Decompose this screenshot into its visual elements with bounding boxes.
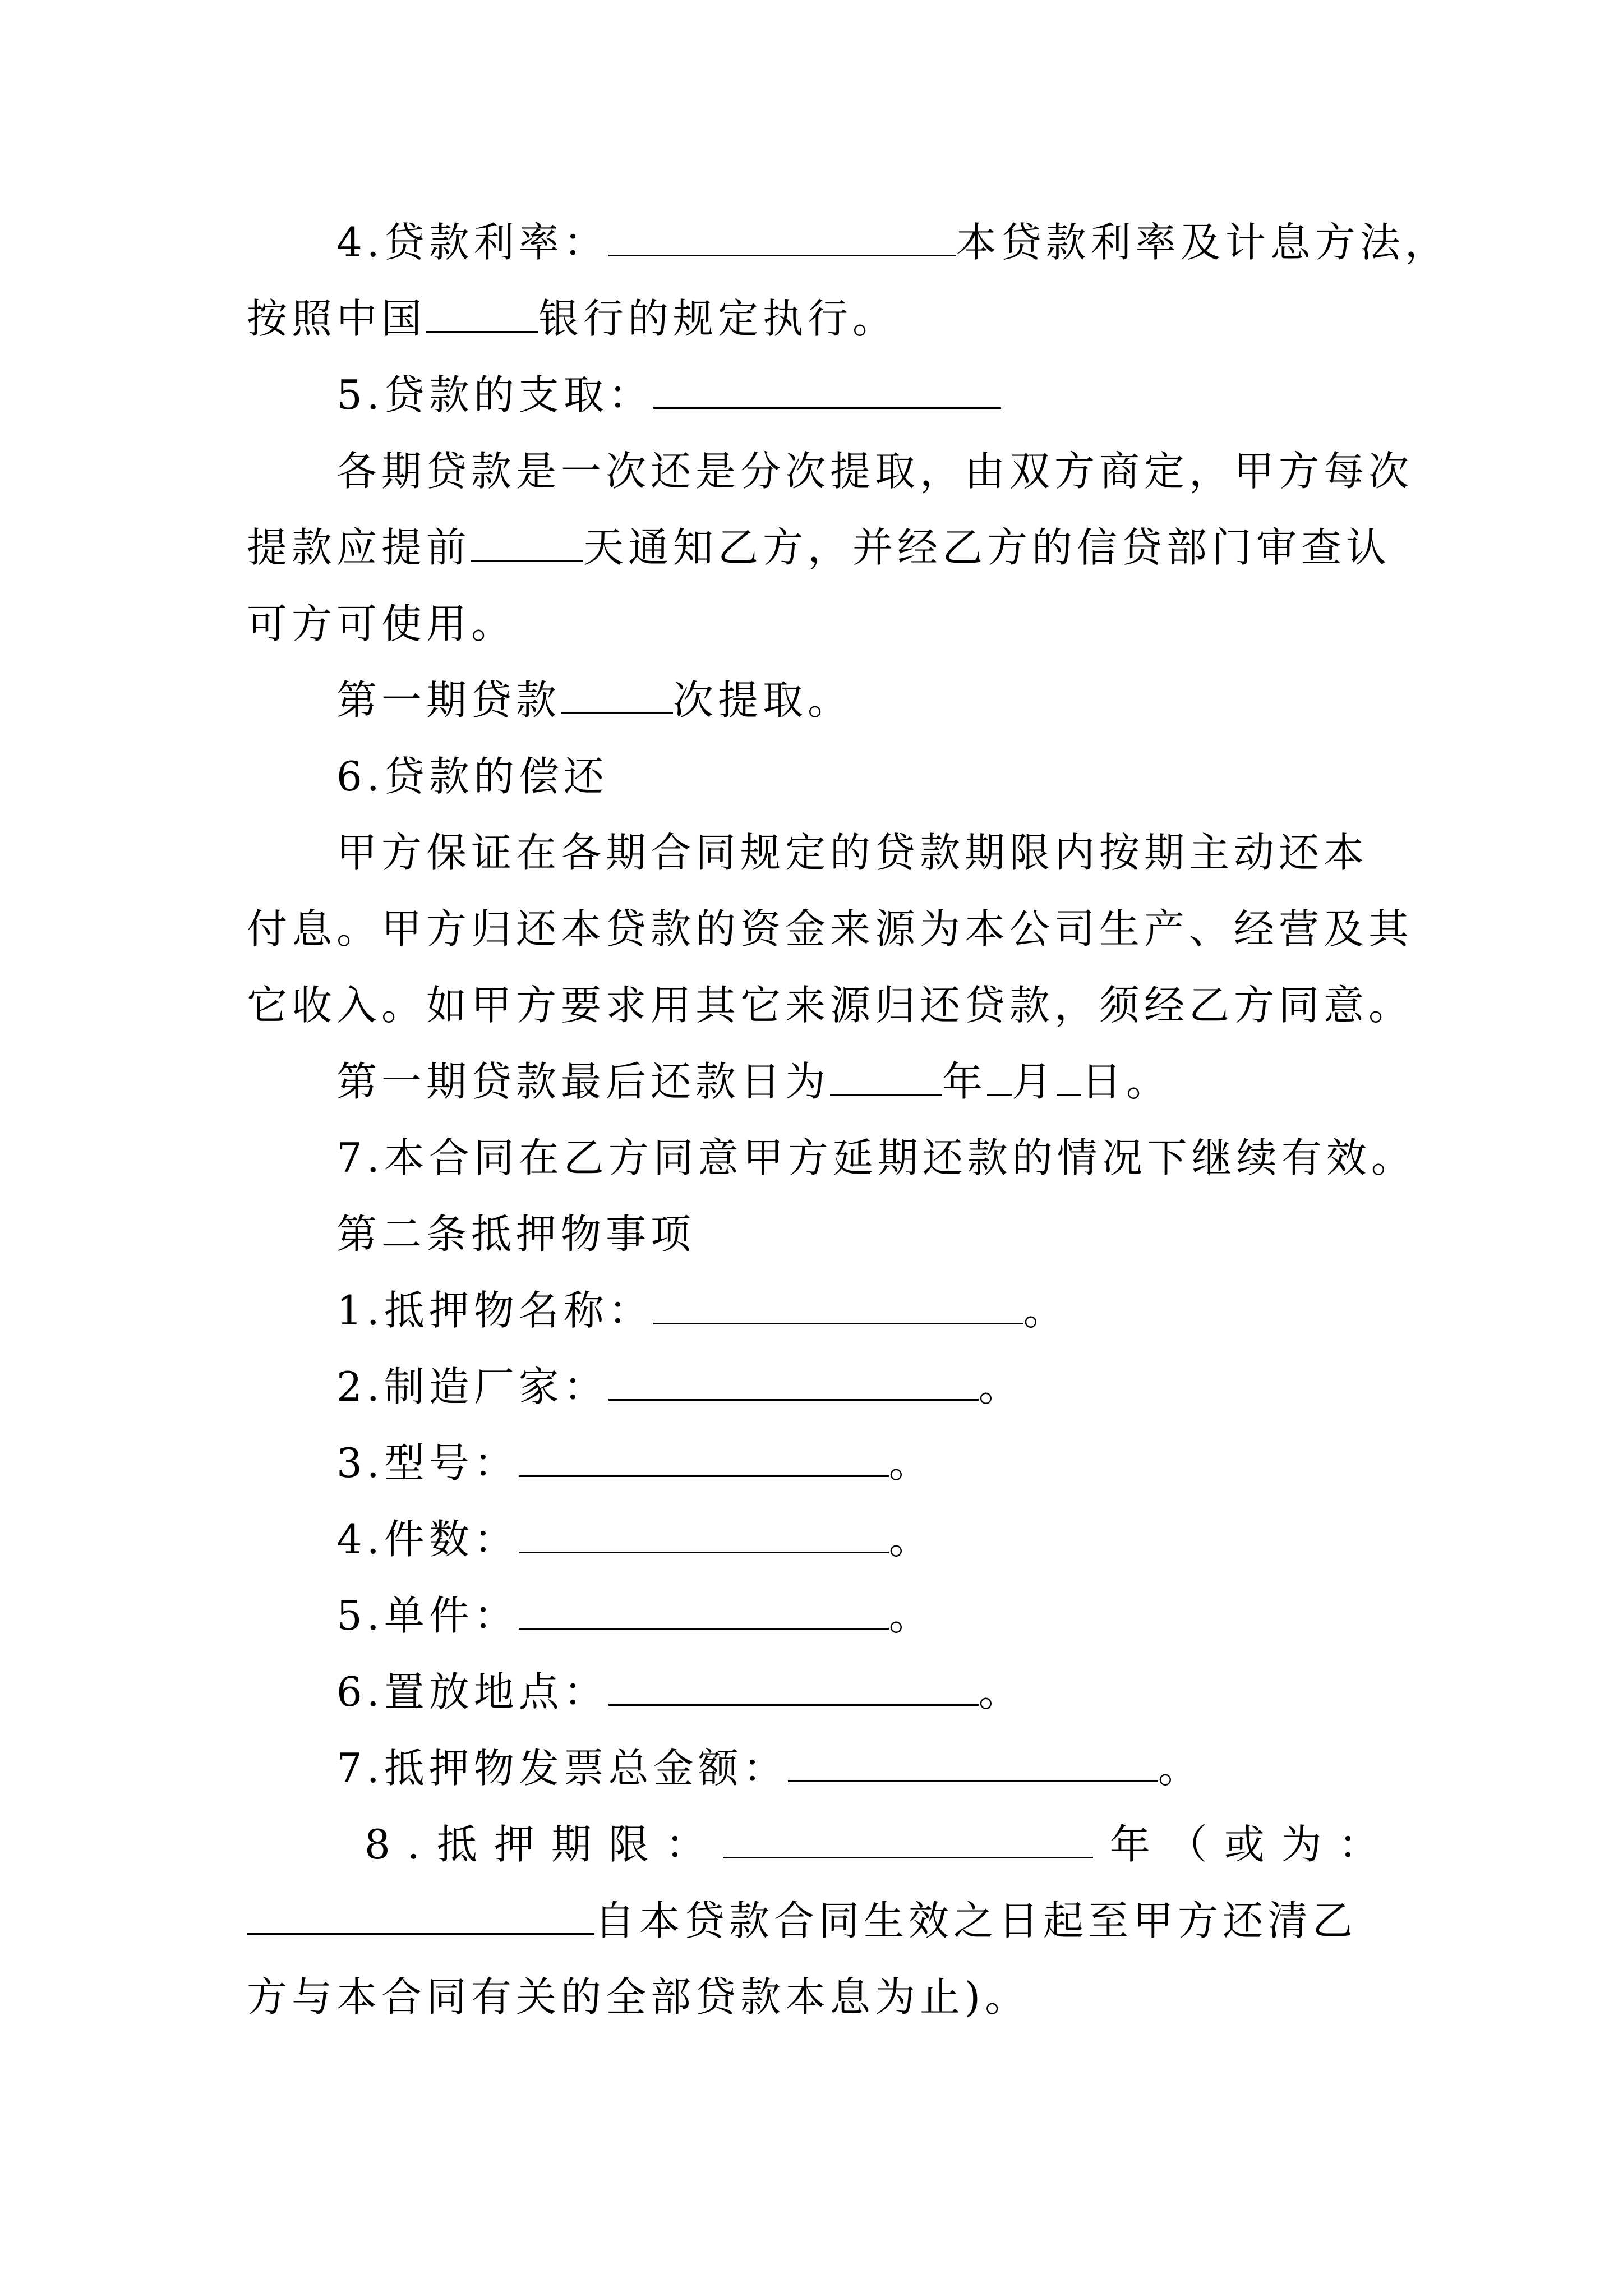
manufacturer-blank[interactable]	[608, 1365, 979, 1401]
field-label: 4.件数：	[336, 1516, 519, 1563]
withdrawal-paragraph-line3	[247, 597, 516, 651]
location-blank[interactable]	[608, 1671, 979, 1706]
paragraph-text: 付息。甲方归还本贷款的资金来源为本公司生产、经营及其	[247, 905, 1414, 953]
quantity-line	[336, 1512, 934, 1566]
field-label: 2.制造厂家：	[336, 1363, 608, 1410]
mortgage-alt-term-blank[interactable]	[247, 1899, 594, 1935]
withdrawal-blank[interactable]	[653, 374, 1001, 409]
manufacturer-line	[336, 1360, 1023, 1414]
withdrawal-paragraph-line2	[247, 521, 1391, 574]
invoice-amount-line	[336, 1741, 1203, 1795]
loan-withdrawal-line	[336, 368, 1001, 422]
notice-days-blank[interactable]	[471, 526, 583, 562]
paragraph-text: 方与本合同有关的全部贷款本息为止)。	[247, 1973, 1030, 2021]
field-label: 7.抵押物发票总金额：	[336, 1745, 788, 1792]
mortgage-term-line	[365, 1818, 1396, 1871]
withdrawal-paragraph-line1	[336, 444, 1413, 498]
repayment-paragraph-line2	[247, 902, 1413, 956]
collateral-section-heading	[336, 1207, 695, 1261]
paragraph-text: 第一期贷款	[336, 677, 561, 724]
paragraph-text: 它收入。如甲方要求用其它来源归还贷款，须经乙方同意。	[247, 982, 1414, 1029]
collateral-name-blank[interactable]	[653, 1289, 1023, 1324]
model-line	[336, 1436, 934, 1490]
model-blank[interactable]	[519, 1442, 889, 1477]
period-text: 。	[978, 1668, 1023, 1715]
mortgage-term-line3	[247, 1970, 1030, 2024]
paragraph-text: 月	[1012, 1058, 1057, 1105]
bank-rule-suffix: 银行的规定执行。	[538, 295, 898, 342]
repayment-paragraph-line1	[336, 826, 1368, 880]
month-blank[interactable]	[987, 1060, 1012, 1096]
section-heading: 6.贷款的偿还	[336, 753, 608, 800]
bank-rule-line	[247, 292, 897, 346]
paragraph-text: 次提取。	[673, 677, 853, 724]
paragraph-text: 第一期贷款最后还款日为	[336, 1058, 831, 1105]
repayment-paragraph-line3	[247, 978, 1413, 1032]
field-label: 3.型号：	[336, 1439, 519, 1487]
quantity-blank[interactable]	[519, 1518, 889, 1553]
mortgage-term-line2	[247, 1894, 1357, 1948]
field-label: 1.抵押物名称：	[336, 1287, 653, 1334]
paragraph-text: 天通知乙方，并经乙方的信贷部门审查认	[583, 524, 1391, 571]
invoice-amount-blank[interactable]	[788, 1747, 1158, 1782]
paragraph-text: 各期贷款是一次还是分次提取，由双方商定，甲方每次	[336, 448, 1414, 495]
year-blank[interactable]	[830, 1060, 942, 1096]
interest-rate-blank[interactable]	[608, 221, 956, 256]
paragraph-text: 可方可使用。	[247, 600, 517, 647]
field-label: 5.单件：	[336, 1592, 519, 1639]
paragraph-text: 甲方保证在各期合同规定的贷款期限内按期主动还本	[336, 829, 1369, 876]
loan-interest-rate-label: 4.贷款利率：	[336, 219, 608, 266]
last-repayment-date-line	[336, 1055, 1171, 1108]
field-label: 6.置放地点：	[336, 1668, 608, 1715]
loan-withdrawal-label: 5.贷款的支取：	[336, 371, 653, 418]
period-text: 。	[978, 1363, 1023, 1410]
period-text: 。	[1158, 1745, 1203, 1792]
loan-interest-rate-line	[336, 215, 1450, 269]
period-text: 。	[888, 1592, 934, 1639]
unit-blank[interactable]	[519, 1594, 889, 1630]
bank-name-blank[interactable]	[426, 297, 538, 333]
paragraph-text: 日。	[1081, 1058, 1172, 1105]
collateral-name-line	[336, 1283, 1068, 1337]
withdrawal-times-blank[interactable]	[561, 679, 673, 714]
field-label: 8.抵押期限：	[365, 1821, 723, 1868]
unit-line	[336, 1589, 934, 1642]
first-period-withdrawal-line	[336, 673, 852, 727]
paragraph-text: 7.本合同在乙方同意甲方延期还款的情况下继续有效。	[336, 1134, 1416, 1181]
day-blank[interactable]	[1057, 1060, 1081, 1096]
paragraph-text: 自本贷款合同生效之日起至甲方还清乙	[594, 1897, 1358, 1944]
section-heading: 第二条抵押物事项	[336, 1211, 696, 1258]
loan-repayment-heading	[336, 749, 608, 803]
paragraph-text: 年（或为：	[1109, 1821, 1396, 1868]
mortgage-term-blank[interactable]	[723, 1823, 1093, 1858]
period-text: 。	[888, 1439, 934, 1487]
paragraph-text: 年	[942, 1058, 988, 1105]
interest-method-text: 本贷款利率及计息方法，	[956, 219, 1450, 266]
bank-rule-prefix: 按照中国	[247, 295, 427, 342]
period-text: 。	[888, 1516, 934, 1563]
location-line	[336, 1665, 1023, 1719]
period-text: 。	[1023, 1287, 1068, 1334]
paragraph-text: 提款应提前	[247, 524, 472, 571]
extension-validity-line	[336, 1131, 1416, 1185]
